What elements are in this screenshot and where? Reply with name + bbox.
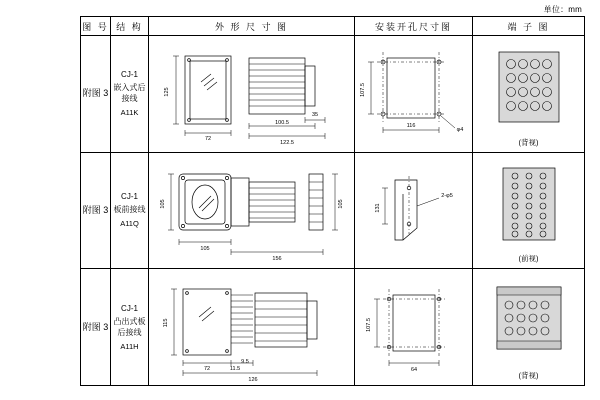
table-row: [81, 152, 585, 269]
row2-structure: [111, 191, 148, 229]
row3-structure-cell: [111, 269, 149, 386]
row3-mount-dim-107-5: 107.5: [366, 318, 372, 333]
row2-structure-cell: [111, 152, 149, 269]
row2-mount-dim-2phi5: 2-φ5: [441, 193, 453, 200]
row1-terminal-drawing: [473, 38, 585, 150]
row1-structure-text: 嵌入式后接线: [113, 83, 146, 104]
row2-dim-105a: 105: [160, 199, 166, 210]
row1-mount-dim-phi4: φ4: [456, 126, 464, 133]
row3-fig-no: 附图 3: [82, 321, 109, 332]
header-outline: 外 形 尺 寸 图: [149, 17, 355, 36]
row3-dim-115: 115: [163, 318, 169, 328]
row1-fig-no-cell: [81, 36, 111, 153]
row2-code: A11Q: [120, 219, 139, 229]
row3-terminal-cell: [473, 269, 585, 386]
row1-outline-drawing: [149, 38, 355, 150]
row1-outline-cell: [149, 36, 355, 153]
row1-mount-dim-107-5: 107.5: [360, 82, 366, 97]
table-row: [81, 36, 585, 153]
row3-structure: [111, 303, 148, 352]
row2-mounting-drawing: [355, 154, 473, 266]
header-terminal: 端 子 图: [473, 17, 585, 36]
row3-outline-drawing: [149, 271, 355, 383]
row2-fig-no-cell: [81, 152, 111, 269]
row1-dim-100-5: 100.5: [275, 119, 289, 126]
header-structure: 结 构: [111, 17, 149, 36]
row2-fig-no: 附图 3: [82, 204, 109, 215]
row1-dim-125: 125: [164, 87, 170, 97]
row2-outline-drawing: [149, 154, 355, 266]
header-mounting: 安装开孔尺寸图: [355, 17, 473, 36]
row3-mounting-drawing: [355, 271, 473, 383]
row2-dim-105c: 105: [338, 199, 344, 210]
row2-dim-105b: 105: [200, 246, 210, 253]
row3-mount-dim-64: 64: [410, 367, 418, 374]
spec-table: [80, 16, 585, 386]
row3-terminal-view-label: (背视): [518, 371, 539, 380]
row3-outline-cell: [149, 269, 355, 386]
row1-terminal-view-label: (背视): [518, 137, 539, 147]
row1-structure-cell: [111, 36, 149, 153]
row3-dim-9-5: 9.5: [241, 359, 249, 366]
row1-structure: [111, 69, 148, 118]
row1-dim-122-5: 122.5: [280, 139, 294, 146]
row2-dim-156: 156: [272, 256, 282, 263]
row2-mounting-cell: [355, 152, 473, 269]
table-header-row: [81, 17, 585, 36]
row3-fig-no-cell: [81, 269, 111, 386]
row3-dim-72: 72: [203, 366, 211, 373]
row2-model: CJ-1: [121, 192, 138, 202]
row3-terminal-drawing: [473, 271, 585, 383]
row2-terminal-drawing: [473, 154, 585, 266]
row3-dim-11-5: 11.5: [229, 366, 241, 373]
row2-structure-text: 板前接线: [113, 205, 146, 215]
row1-mounting-cell: [355, 36, 473, 153]
header-fig-no: 图 号: [81, 17, 111, 36]
row3-structure-text: 凸出式板后接线: [113, 316, 146, 337]
row2-mount-dim-131: 131: [375, 203, 381, 214]
unit-note: 单位：mm: [543, 5, 582, 14]
row1-fig-no: 附图 3: [82, 88, 109, 99]
row1-code: A11K: [120, 108, 139, 118]
row3-mounting-cell: [355, 269, 473, 386]
row3-dim-126: 126: [248, 377, 258, 384]
row2-terminal-view-label: (前视): [518, 254, 539, 264]
table-row: [81, 269, 585, 386]
row1-dim-35: 35: [311, 111, 319, 118]
row1-dim-72: 72: [204, 135, 212, 142]
row1-model: CJ-1: [121, 70, 138, 80]
row2-outline-cell: [149, 152, 355, 269]
row1-mount-dim-116: 116: [406, 122, 416, 129]
row2-terminal-cell: [473, 152, 585, 269]
row1-terminal-cell: [473, 36, 585, 153]
row3-model: CJ-1: [121, 303, 138, 313]
row3-code: A11H: [120, 341, 139, 351]
row1-mounting-drawing: [355, 38, 473, 150]
